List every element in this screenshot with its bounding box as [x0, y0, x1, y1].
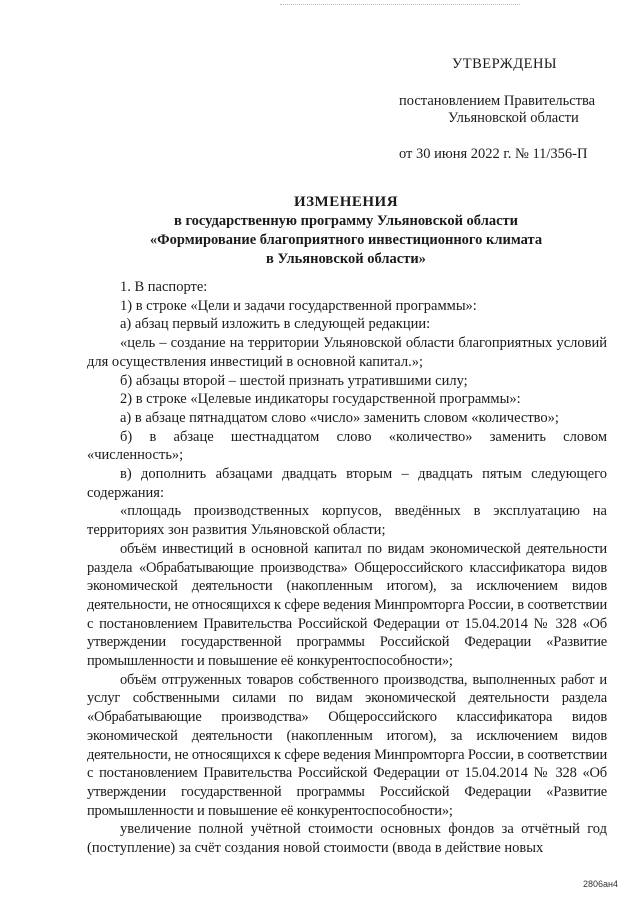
footer-code: 2806ан4 [582, 879, 618, 889]
scan-artifact [280, 4, 520, 7]
paragraph: а) абзац первый изложить в следующей редакции: [120, 316, 431, 333]
document-title [88, 193, 604, 269]
approval-date: от 30 июня 2022 г. № 11/356-П [399, 146, 588, 162]
paragraph: «площадь производственных корпусов, введённых в эксплуатацию на территориях зон развития Ульяновской области; [87, 503, 607, 539]
paragraph: увеличение полной учётной стоимости основных фондов за отчётный год (поступление) за счёт создания новой стоимости (ввода в действие новых [87, 821, 607, 857]
paragraph: а) в абзаце пятнадцатом слово «число» заменить словом «количество»; [120, 409, 559, 426]
paragraph: 1. В паспорте: [120, 279, 208, 295]
approval-line-1: постановлением Правительства [399, 93, 596, 109]
approval-line-2: Ульяновской области [448, 110, 579, 126]
paragraph: «цель – создание на территории Ульяновской области благоприятных условий для осуществления инвестиций в основной капитал.»; [87, 335, 607, 370]
paragraph: объём отгруженных товаров собственного производства, выполненных работ и услуг собственными силами по видам экономической деятельности раздела «Обрабатывающие производства» Общероссийского классификатора видов экономической деятельности (накопленным итогом), за исключением видов деятельности, не относящихся к сфере ведения Минпромторга России, в соответствии с постановлением Правительства Российской Федерации от 15.04.2014 № 328 «Об утверждении государственной программы Российской Федерации «Развитие промышленности и повышение её конкурентоспособности»; [87, 671, 607, 819]
approval-heading: УТВЕРЖДЕНЫ [452, 56, 558, 72]
title-line-1: в государственную программу Ульяновской области [173, 213, 518, 229]
title-main: ИЗМЕНЕНИЯ [293, 194, 399, 210]
paragraph: б) в абзаце шестнадцатом слово «количество» заменить словом «численность»; [87, 428, 607, 464]
paragraph: в) дополнить абзацами двадцать вторым – двадцать пятым следующего содержания: [87, 466, 607, 501]
title-line-3: в Ульяновской области» [266, 251, 426, 267]
paragraph: 2) в строке «Целевые индикаторы государственной программы»: [120, 391, 521, 408]
paragraph: б) абзацы второй – шестой признать утратившими силу; [120, 372, 468, 389]
document-body [87, 278, 607, 858]
title-line-2: «Формирование благоприятного инвестиционного климата [149, 232, 543, 248]
paragraph: объём инвестиций в основной капитал по видам экономической деятельности раздела «Обрабатывающие производства» Общероссийского классификатора видов экономической деятельности (накопленным итогом), за исключением видов деятельности, не относящихся к сфере ведения Минпромторга России, в соответствии с постановлением Правительства Российской Федерации от 15.04.2014 № 328 «Об утверждении государственной программы Российской Федерации «Развитие промышленности и повышение её конкурентоспособности»; [87, 540, 607, 670]
paragraph: 1) в строке «Цели и задачи государственной программы»: [120, 297, 477, 314]
